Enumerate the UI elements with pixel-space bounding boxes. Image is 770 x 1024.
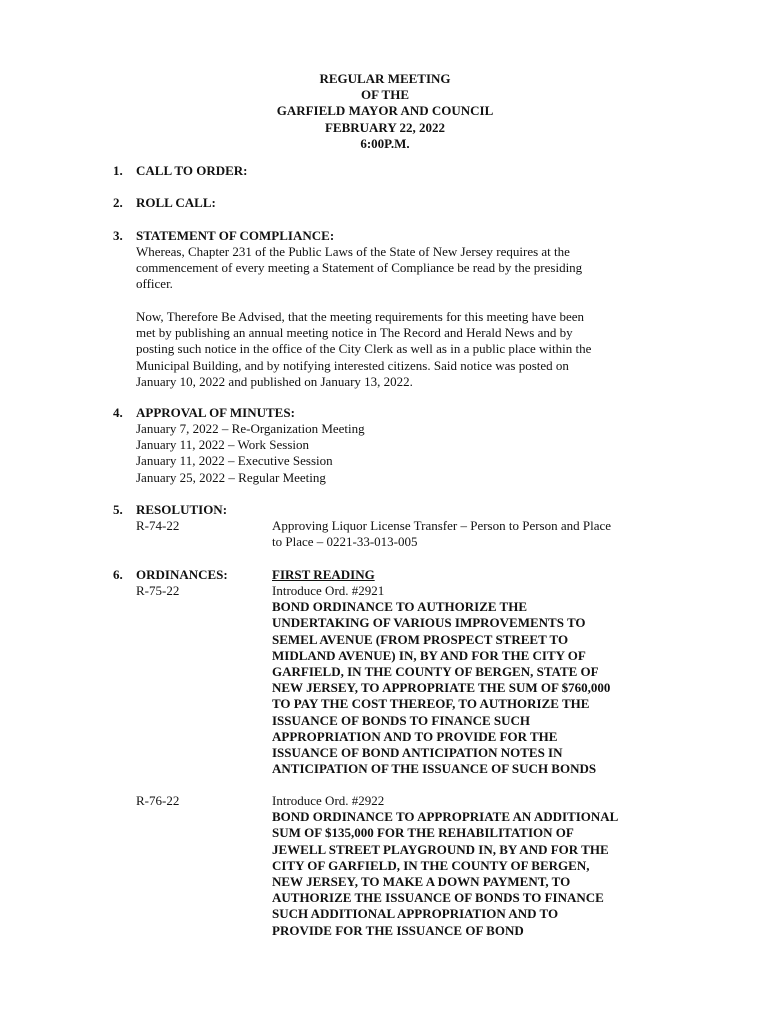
item-number: 3. — [113, 228, 123, 243]
header-line-2: OF THE — [360, 87, 410, 103]
item-title: ORDINANCES: — [136, 567, 228, 582]
item-number: 2. — [113, 195, 123, 210]
text-line: January 10, 2022 and published on January 13, 2022. — [136, 373, 413, 389]
text-line: SUM OF $135,000 FOR THE REHABILITATION OF — [272, 825, 574, 841]
item-number: 5. — [113, 502, 123, 517]
text-line: met by publishing an annual meeting notice in The Record and Herald News and by — [136, 325, 573, 341]
compliance-paragraph-2 — [136, 309, 591, 390]
text-line: Approving Liquor License Transfer – Person to Person and Place — [272, 518, 612, 533]
text-line: ISSUANCE OF BOND ANTICIPATION NOTES IN — [272, 744, 563, 760]
text-line: AUTHORIZE THE ISSUANCE OF BONDS TO FINANCE — [272, 890, 604, 906]
item-title: RESOLUTION: — [136, 502, 228, 517]
header-line-1: REGULAR MEETING — [319, 71, 451, 86]
text-line: CITY OF GARFIELD, IN THE COUNTY OF BERGEN, — [272, 857, 590, 873]
item-approval-of-minutes — [113, 405, 295, 421]
item-number: 6. — [113, 567, 123, 582]
list-item: January 25, 2022 – Regular Meeting — [136, 469, 326, 485]
minutes-list — [136, 421, 365, 486]
text-line: Whereas, Chapter 231 of the Public Laws of the State of New Jersey requires at the — [136, 244, 570, 259]
item-number: 4. — [113, 405, 123, 420]
header-line-3: GARFIELD MAYOR AND COUNCIL — [276, 103, 494, 119]
item-resolution — [113, 502, 227, 518]
item-title: STATEMENT OF COMPLIANCE: — [136, 228, 335, 243]
text-line: Now, Therefore Be Advised, that the meeting requirements for this meeting have been — [136, 309, 584, 324]
item-roll-call — [113, 195, 216, 211]
ordinance-2-body — [272, 793, 618, 939]
ordinance-intro: Introduce Ord. #2922 — [272, 793, 385, 808]
text-line: ISSUANCE OF BONDS TO FINANCE SUCH — [272, 712, 531, 728]
text-line: APPROPRIATION AND TO PROVIDE FOR THE — [272, 728, 558, 744]
meeting-header — [0, 71, 770, 152]
text-line: BOND ORDINANCE TO AUTHORIZE THE — [272, 599, 528, 615]
item-ordinances — [113, 567, 228, 583]
item-title: CALL TO ORDER: — [136, 163, 248, 178]
text-line: MIDLAND AVENUE) IN, BY AND FOR THE CITY OF — [272, 647, 586, 663]
text-line: commencement of every meeting a Statement of Compliance be read by the presiding — [136, 260, 583, 276]
item-title: APPROVAL OF MINUTES: — [136, 405, 295, 420]
list-item: January 11, 2022 – Work Session — [136, 437, 309, 453]
text-line: JEWELL STREET PLAYGROUND IN, BY AND FOR THE — [272, 841, 609, 857]
ordinance-1-body — [272, 583, 610, 777]
text-line: TO PAY THE COST THEREOF, TO AUTHORIZE THE — [272, 696, 590, 712]
text-line: posting such notice in the office of the City Clerk as well as in a public place within the — [136, 341, 592, 357]
text-line: NEW JERSEY, TO MAKE A DOWN PAYMENT, TO — [272, 873, 571, 889]
list-item: January 11, 2022 – Executive Session — [136, 453, 333, 469]
item-statement-of-compliance — [113, 228, 334, 244]
text-line: GARFIELD, IN THE COUNTY OF BERGEN, STATE OF — [272, 663, 599, 679]
ordinance-2-id: R-76-22 — [136, 793, 180, 808]
text-line: PROVIDE FOR THE ISSUANCE OF BOND — [272, 922, 524, 938]
list-item: January 7, 2022 – Re-Organization Meeting — [136, 421, 365, 436]
ordinance-1-id: R-75-22 — [136, 583, 180, 598]
item-call-to-order — [113, 163, 248, 179]
text-line: BOND ORDINANCE TO APPROPRIATE AN ADDITIONAL — [272, 809, 619, 825]
header-line-5: 6:00P.M. — [360, 135, 410, 151]
compliance-paragraph-1 — [136, 244, 582, 293]
text-line: Municipal Building, and by notifying interested citizens. Said notice was posted on — [136, 357, 569, 373]
text-line: officer. — [136, 276, 173, 292]
resolution-description — [272, 518, 611, 550]
text-line: SEMEL AVENUE (FROM PROSPECT STREET TO — [272, 631, 569, 647]
first-reading-heading: FIRST READING — [272, 567, 375, 582]
text-line: NEW JERSEY, TO APPROPRIATE THE SUM OF $760,000 — [272, 680, 611, 696]
resolution-id: R-74-22 — [136, 518, 180, 533]
item-title: ROLL CALL: — [136, 195, 216, 210]
text-line: ANTICIPATION OF THE ISSUANCE OF SUCH BONDS — [272, 761, 597, 777]
text-line: UNDERTAKING OF VARIOUS IMPROVEMENTS TO — [272, 615, 586, 631]
ordinance-intro: Introduce Ord. #2921 — [272, 583, 385, 598]
header-line-4: FEBRUARY 22, 2022 — [324, 119, 446, 135]
item-number: 1. — [113, 163, 123, 178]
text-line: to Place – 0221-33-013-005 — [272, 534, 418, 550]
text-line: SUCH ADDITIONAL APPROPRIATION AND TO — [272, 906, 559, 922]
